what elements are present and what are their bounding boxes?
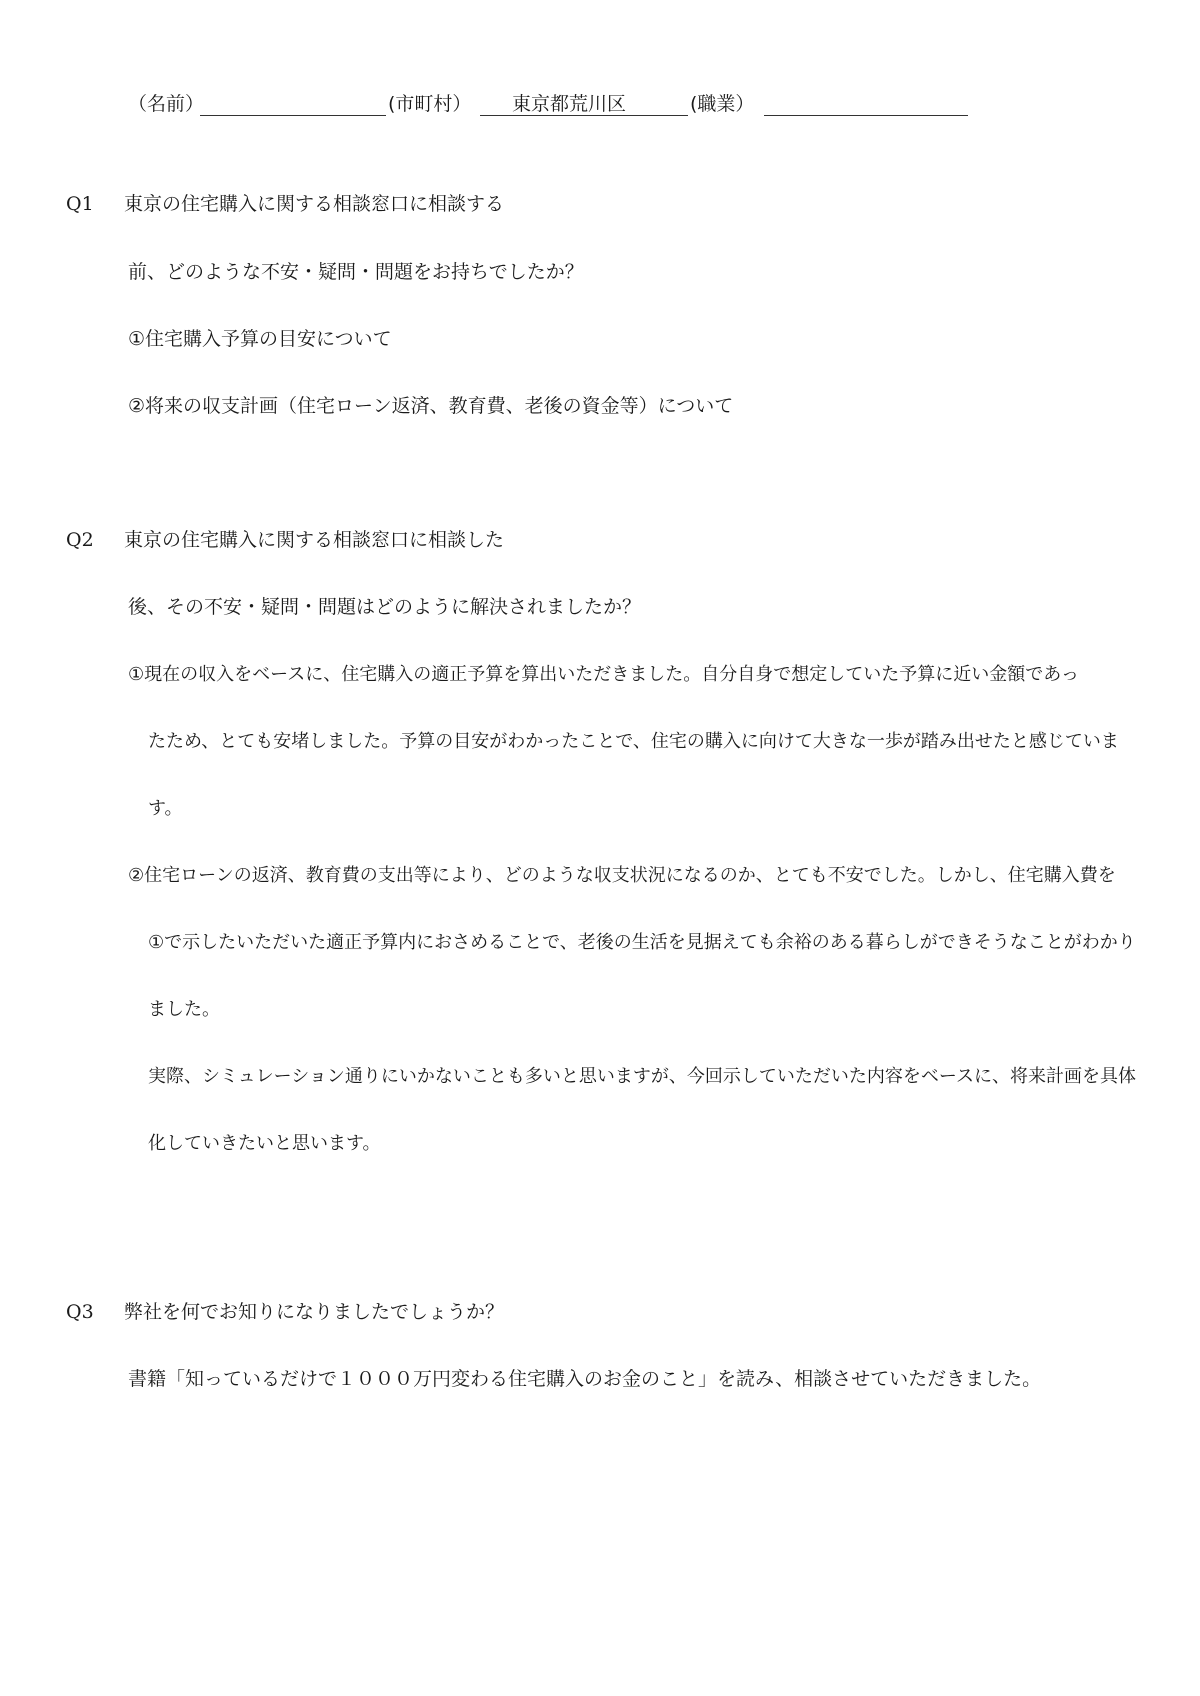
q2-answer-line: ました。 [148, 999, 220, 1020]
job-label: (職業） [690, 93, 755, 115]
name-underline [200, 115, 386, 116]
job-underline [764, 115, 968, 116]
q1-item-1: ①住宅購入予算の目安について [128, 328, 392, 350]
q2-title: 東京の住宅購入に関する相談窓口に相談した [124, 529, 505, 551]
name-label: （名前） [128, 93, 205, 115]
q2-answer-line: ②住宅ローンの返済、教育費の支出等により、どのような収支状況になるのか、とても不安でした。しかし、住宅購入費を [128, 865, 1116, 886]
q1-label: Q1 [66, 193, 94, 215]
q2-answer-line: す。 [148, 798, 183, 819]
q2-label: Q2 [66, 529, 94, 551]
q3-title: 弊社を何でお知りになりましたでしょうか？ [124, 1301, 505, 1323]
q1-subtitle: 前、どのような不安・疑問・問題をお持ちでしたか？ [128, 261, 584, 283]
q1-title: 東京の住宅購入に関する相談窓口に相談する [124, 193, 505, 215]
q2-answer-line: ①で示したいただいた適正予算内におさめることで、老後の生活を見据えても余裕のある暮らしができそうなことがわかり [148, 932, 1136, 953]
q3-label: Q3 [66, 1301, 94, 1323]
city-label: (市町村） [388, 93, 472, 115]
q2-answer-line: たため、とても安堵しました。予算の目安がわかったことで、住宅の購入に向けて大きな一歩が踏み出せたと感じていま [148, 731, 1119, 752]
q2-answer-line: 実際、シミュレーション通りにいかないことも多いと思いますが、今回示していただいた内容をベースに、将来計画を具体 [148, 1066, 1137, 1087]
q2-subtitle: 後、その不安・疑問・問題はどのように解決されましたか？ [128, 596, 642, 618]
q2-answer-line: 化していきたいと思います。 [148, 1133, 381, 1154]
city-field[interactable]: 東京都荒川区 [512, 93, 627, 115]
q1-item-2: ②将来の収支計画（住宅ローン返済、教育費、老後の資金等）について [128, 395, 734, 417]
city-underline [480, 115, 688, 116]
q3-answer: 書籍「知っているだけで１０００万円変わる住宅購入のお金のこと」を読み、相談させていただきました。 [128, 1368, 1042, 1390]
q2-answer-line: ①現在の収入をベースに、住宅購入の適正予算を算出いただきました。自分自身で想定していた予算に近い金額であっ [128, 664, 1080, 685]
